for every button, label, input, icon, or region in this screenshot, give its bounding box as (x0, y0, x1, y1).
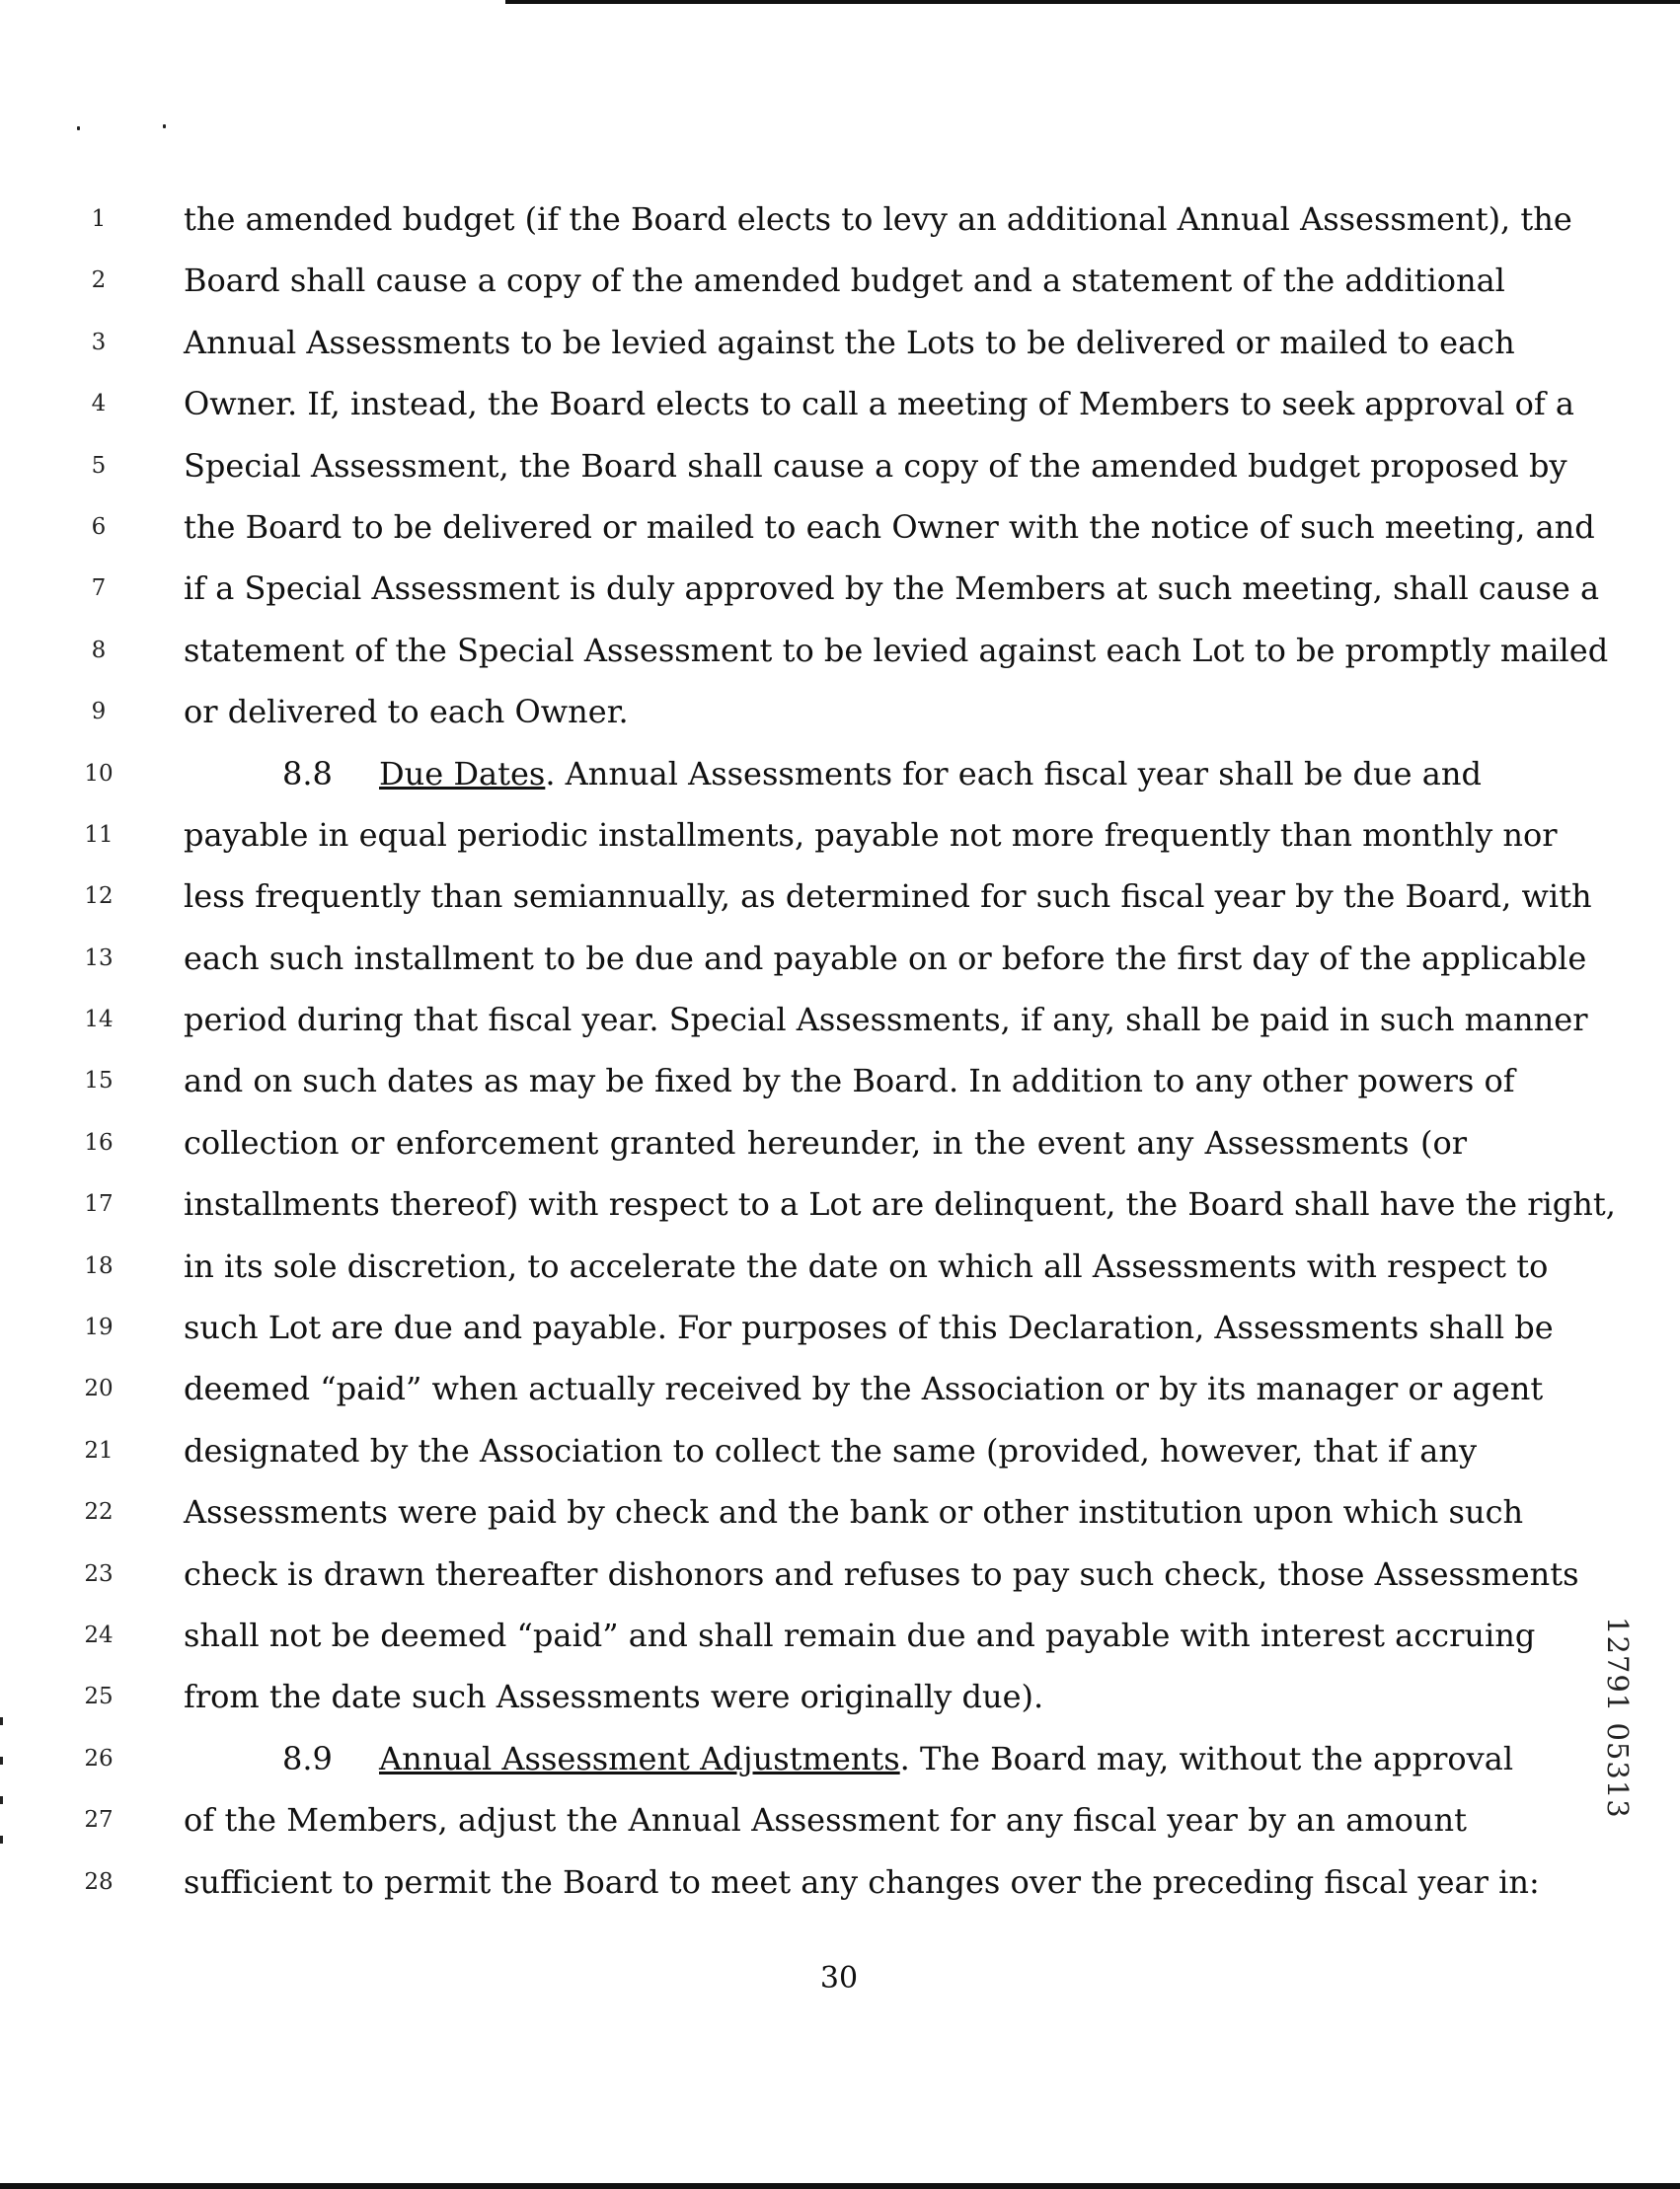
line-number: 23 (84, 1560, 114, 1587)
line-number: 25 (84, 1684, 114, 1710)
line-number: 12 (84, 883, 114, 910)
text-line: designated by the Association to collect the same (provided, however, that if any (184, 1431, 1478, 1470)
line-number: 3 (91, 329, 107, 355)
section-heading: Annual Assessment Adjustments (379, 1739, 900, 1777)
text-line: Special Assessment, the Board shall cause a copy of the amended budget proposed by (184, 446, 1567, 485)
recording-stamp (1601, 1617, 1641, 1853)
text-line: if a Special Assessment is duly approved by the Members at such meeting, shall cause a (184, 569, 1600, 608)
line-number: 28 (84, 1868, 114, 1895)
scan-margin-mark (0, 1836, 3, 1844)
line-number: 24 (84, 1622, 114, 1648)
line-number: 18 (84, 1252, 114, 1279)
text-line: less frequently than semiannually, as determined for such fiscal year by the Board, with (184, 877, 1592, 916)
line-number: 8 (91, 637, 107, 663)
heading-punctuation: . (545, 754, 556, 793)
line-number-column (59, 197, 138, 1922)
text-line: shall not be deemed “paid” and shall remain due and payable with interest accruing (184, 1616, 1536, 1654)
scan-bottom-border (0, 2183, 1680, 2189)
text-line: sufficient to permit the Board to meet any changes over the preceding fiscal year in: (184, 1862, 1540, 1901)
line-number: 6 (91, 513, 107, 540)
line-number: 10 (84, 760, 114, 787)
line-number: 14 (84, 1007, 114, 1033)
section-heading: Due Dates (379, 754, 546, 793)
text-line: payable in equal periodic installments, payable not more frequently than monthly nor (184, 815, 1558, 854)
text-line: Board shall cause a copy of the amended budget and a statement of the additional (184, 262, 1505, 300)
text-line: Assessments were paid by check and the bank or other institution upon which such (184, 1493, 1524, 1532)
text-line: Owner. If, instead, the Board elects to call a meeting of Members to seek approval of a (184, 385, 1574, 423)
line-number: 21 (84, 1437, 114, 1464)
page-number: 30 (819, 1961, 859, 1996)
text-line: collection or enforcement granted hereunder, in the event any Assessments (or (184, 1123, 1467, 1162)
text-line: check is drawn thereafter dishonors and refuses to pay such check, those Assessments (184, 1554, 1579, 1593)
line-number: 11 (84, 821, 114, 848)
text-line: each such installment to be due and payable on or before the first day of the applicable (184, 939, 1587, 977)
line-number: 26 (84, 1745, 114, 1772)
line-number: 22 (84, 1499, 114, 1526)
scan-margin-mark (0, 1717, 3, 1725)
scan-margin-mark (0, 1796, 3, 1804)
scan-speck (77, 126, 80, 130)
line-number: 1 (91, 206, 107, 232)
line-number: 5 (91, 452, 107, 479)
scan-top-border (505, 0, 1680, 4)
text-line: from the date such Assessments were originally due). (184, 1678, 1044, 1716)
text-line: period during that fiscal year. Special Assessments, if any, shall be paid in such manner (184, 1001, 1588, 1039)
line-number: 15 (84, 1068, 114, 1094)
line-number: 16 (84, 1129, 114, 1156)
line-number: 13 (84, 944, 114, 971)
text-run: The Board may, without the approval (909, 1739, 1514, 1777)
line-number: 19 (84, 1315, 114, 1341)
line-number: 17 (84, 1191, 114, 1218)
line-number: 27 (84, 1807, 114, 1834)
section-8-9-first-line (184, 1737, 1514, 1798)
section-number: 8.9 (282, 1739, 333, 1777)
text-line: Annual Assessments to be levied against the Lots to be delivered or mailed to each (184, 323, 1515, 361)
line-number: 9 (91, 699, 107, 725)
text-line: in its sole discretion, to accelerate the date on which all Assessments with respect to (184, 1246, 1549, 1285)
text-line: installments thereof) with respect to a Lot are delinquent, the Board shall have the right, (184, 1185, 1616, 1224)
document-body (184, 197, 1616, 1922)
line-number: 2 (91, 267, 107, 294)
text-line: the amended budget (if the Board elects to levy an additional Annual Assessment), the (184, 200, 1572, 238)
line-number: 7 (91, 575, 107, 602)
text-line: of the Members, adjust the Annual Assessment for any fiscal year by an amount (184, 1801, 1467, 1840)
text-line: or delivered to each Owner. (184, 693, 629, 731)
line-number: 20 (84, 1376, 114, 1402)
scan-speck (163, 124, 166, 128)
text-line: deemed “paid” when actually received by the Association or by its manager or agent (184, 1370, 1544, 1408)
section-8-8-first-line (184, 752, 1482, 813)
heading-punctuation: . (899, 1739, 910, 1777)
text-run: Annual Assessments for each fiscal year shall be due and (555, 754, 1482, 793)
text-line: statement of the Special Assessment to be levied against each Lot to be promptly mailed (184, 631, 1609, 669)
scan-margin-mark (0, 1757, 3, 1765)
text-line: such Lot are due and payable. For purposes of this Declaration, Assessments shall be (184, 1309, 1554, 1347)
text-line: and on such dates as may be fixed by the Board. In addition to any other powers of (184, 1062, 1515, 1100)
section-number: 8.8 (282, 754, 333, 793)
text-line: the Board to be delivered or mailed to each Owner with the notice of such meeting, and (184, 507, 1595, 546)
recording-stamp-number: 12791 05313 (1601, 1617, 1635, 1819)
line-number: 4 (91, 391, 107, 417)
